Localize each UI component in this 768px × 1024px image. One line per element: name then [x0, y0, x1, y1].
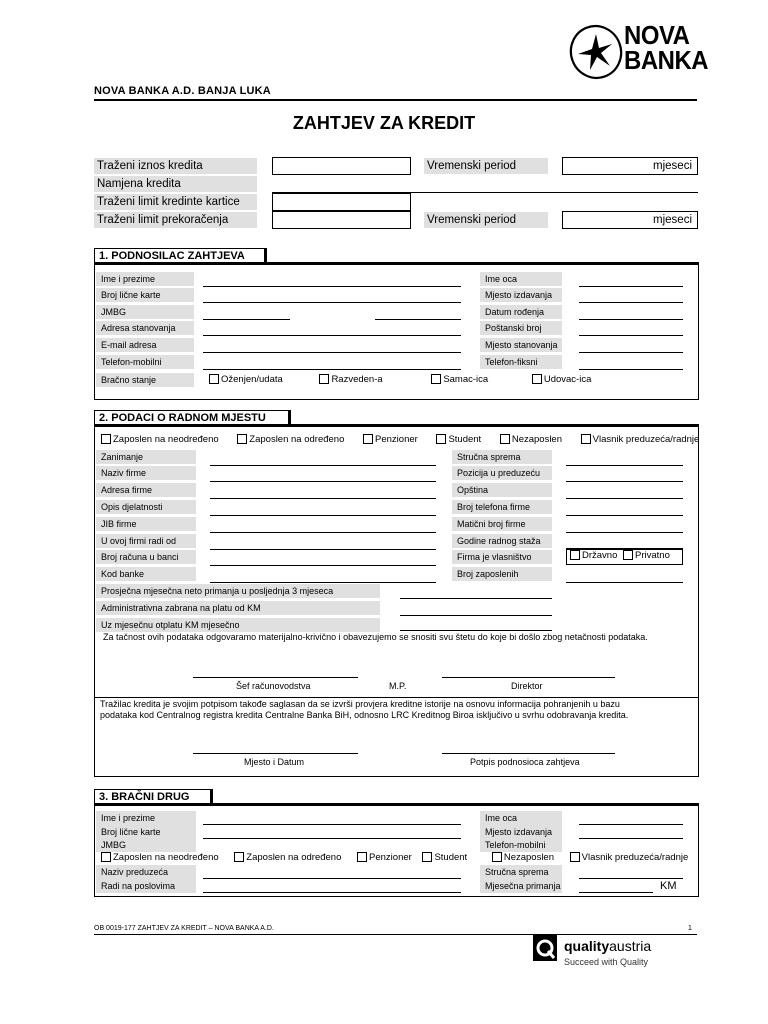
work-right-input-4[interactable] [566, 532, 683, 533]
spouse-input-0[interactable] [203, 824, 461, 825]
applicant-right-input-3[interactable] [579, 335, 683, 336]
work-right-label-2: Opština [452, 483, 552, 497]
applicant-label-6: Bračno stanje [96, 373, 194, 387]
spouse-label-0: Ime i prezime [96, 811, 196, 825]
org-name: NOVA BANKA A.D. BANJA LUKA [94, 85, 271, 97]
work-label-4: JIB firme [96, 517, 196, 531]
spouse-input-1[interactable] [203, 838, 461, 839]
applicant-right-label-2: Datum rođenja [480, 305, 562, 319]
applicant-right-input-5[interactable] [579, 369, 683, 370]
employment-retired[interactable]: Penzioner [363, 434, 418, 445]
currency-label: KM [660, 880, 677, 892]
marital-option-single[interactable]: Samac-ica [431, 374, 488, 385]
work-right-label-5: Godine radnog staža [452, 534, 552, 548]
applicant-right-label-3: Poštanski broj [480, 321, 562, 335]
income-label: Prosječna mjesečna neto primanja u posljednja 3 mjeseca [96, 584, 380, 598]
card-limit-label: Traženi limit kredinte kartice [94, 194, 257, 210]
employment-owner[interactable]: Vlasnik preduzeća/radnje [581, 434, 700, 445]
spouse-work-label-0: Naziv preduzeća [96, 865, 196, 879]
work-right-input-3[interactable] [566, 515, 683, 516]
work-right-input-1[interactable] [566, 481, 683, 482]
spouse-work-label-1: Radi na poslovima [96, 879, 196, 893]
income-input[interactable] [400, 598, 552, 599]
work-label-5: U ovoj firmi radi od [96, 534, 196, 548]
quality-brand: qualityaustria [564, 938, 652, 954]
spouse-right-label-0: Ime oca [480, 811, 562, 825]
director-label: Direktor [511, 681, 543, 691]
accountant-label: Šef računovodstva [236, 681, 311, 691]
work-input-1[interactable] [210, 481, 436, 482]
purpose-label: Namjena kredita [94, 176, 257, 192]
work-right-label-7: Broj zaposlenih [452, 567, 552, 581]
spouse-employment-options [101, 852, 693, 863]
applicant-label-2: JMBG [96, 305, 194, 319]
work-input-3[interactable] [210, 515, 436, 516]
quality-tagline: Succeed with Quality [564, 957, 649, 967]
applicant-right-label-1: Mjesto izdavanja [480, 288, 562, 302]
quality-q-icon [533, 935, 559, 967]
consent-divider [95, 697, 698, 698]
work-label-3: Opis djelatnosti [96, 500, 196, 514]
work-right-input-7[interactable] [566, 582, 683, 583]
work-right-input-0[interactable] [566, 465, 683, 466]
applicant-input-5[interactable] [203, 369, 461, 370]
spouse-work-right-label-0: Stručna sprema [480, 865, 562, 879]
spouse-label-2: JMBG [96, 838, 196, 852]
spouse-right-input-1[interactable] [579, 838, 683, 839]
marital-option-widowed[interactable]: Udovac-ica [532, 374, 592, 385]
spouse-label-1: Broj lične karte [96, 825, 196, 839]
star-logo-icon [566, 20, 626, 82]
period-input-1[interactable]: mjeseci [562, 157, 698, 175]
director-signature-line[interactable] [442, 677, 615, 678]
repayment-label: Uz mjesečnu otplatu KM mjesečno [96, 618, 380, 632]
work-right-label-4: Matični broj firme [452, 517, 552, 531]
spouse-work-right-input-0[interactable] [579, 878, 683, 879]
card-limit-input[interactable] [272, 193, 411, 211]
applicant-input-1[interactable] [203, 302, 461, 303]
work-right-label-0: Stručna sprema [452, 450, 552, 464]
accountant-signature-line[interactable] [193, 677, 358, 678]
applicant-right-input-0[interactable] [579, 286, 683, 287]
page-title: ZAHTJEV ZA KREDIT [292, 113, 476, 133]
applicant-input-3[interactable] [203, 335, 461, 336]
period-label-2: Vremenski period [424, 212, 548, 228]
consent-line-1: Tražilac kredita je svojim potpisom takođe saglasan da se izvrši provjera kreditne istorije na osnovu informacija pohranjenih u bazu [100, 699, 620, 709]
work-input-7[interactable] [210, 582, 436, 583]
work-label-0: Zanimanje [96, 450, 196, 464]
repayment-input[interactable] [400, 630, 552, 631]
applicant-signature-line[interactable] [442, 753, 615, 754]
brand-name: NOVA BANKA [624, 20, 709, 75]
spouse-right-label-2: Telefon-mobilni [480, 838, 562, 852]
work-label-1: Naziv firme [96, 466, 196, 480]
work-right-label-3: Broj telefona firme [452, 500, 552, 514]
spouse-work-input-1[interactable] [203, 892, 461, 893]
applicant-jmbg-input-2[interactable] [375, 319, 461, 320]
employment-unemployed[interactable]: Nezaposlen [500, 434, 562, 445]
amount-label: Traženi iznos kredita [94, 158, 257, 174]
applicant-right-input-2[interactable] [579, 319, 683, 320]
applicant-label-5: Telefon-mobilni [96, 355, 194, 369]
garnishment-label: Administrativna zabrana na platu od KM [96, 601, 380, 615]
work-input-6[interactable] [210, 565, 436, 566]
page-number: 1 [688, 925, 692, 932]
amount-input[interactable] [272, 157, 411, 175]
ownership-state[interactable]: Državno [570, 550, 617, 561]
spouse-employment-student[interactable]: Student [422, 852, 467, 863]
spouse-employment-owner[interactable]: Vlasnik preduzeća/radnje [570, 852, 689, 863]
work-input-2[interactable] [210, 498, 436, 499]
garnishment-input[interactable] [400, 615, 552, 616]
spouse-employment-retired[interactable]: Penzioner [357, 852, 412, 863]
ownership-box [566, 548, 683, 565]
period-label-1: Vremenski period [424, 158, 548, 174]
applicant-label-4: E-mail adresa [96, 338, 194, 352]
period-input-2[interactable]: mjeseci [562, 211, 698, 229]
marital-option-married[interactable]: Oženjen/udata [209, 374, 283, 385]
liability-statement: Za tačnost ovih podataka odgovaramo materijalno-krivično i obavezujemo se snositi svu štetu do koje bi došlo zbog netačnosti podataka. [103, 632, 648, 642]
applicant-label-1: Broj lične karte [96, 288, 194, 302]
applicant-input-2[interactable] [203, 319, 290, 320]
employment-options [101, 434, 704, 445]
section2-header: 2. PODACI O RADNOM MJESTU [94, 410, 291, 425]
applicant-signature-label: Potpis podnosioca zahtjeva [470, 757, 580, 767]
consent-line-2: podataka kod Centralnog registra kredita Centralne Banka BiH, odnosno LRC Kreditnog Biroa isključivo u svrhu odobravanja kredita. [100, 710, 629, 720]
section1-header: 1. PODNOSILAC ZAHTJEVA [94, 248, 267, 263]
work-input-0[interactable] [210, 465, 436, 466]
marital-option-divorced[interactable]: Razveden-a [319, 374, 382, 385]
work-right-label-1: Pozicija u preduzeću [452, 466, 552, 480]
applicant-right-label-0: Ime oca [480, 272, 562, 286]
work-label-2: Adresa firme [96, 483, 196, 497]
marital-status-options [209, 374, 596, 385]
applicant-input-0[interactable] [203, 286, 461, 287]
quality-austria-logo [533, 935, 703, 971]
work-label-7: Kod banke [96, 567, 196, 581]
spouse-employment-permanent[interactable]: Zaposlen na neodređeno [101, 852, 219, 863]
footer-code: OB 0019-177 ZAHTJEV ZA KREDIT – NOVA BANKA A.D. [94, 925, 274, 932]
section3-header: 3. BRAČNI DRUG [94, 789, 213, 804]
ownership-private[interactable]: Privatno [623, 550, 670, 561]
overdraft-limit-input[interactable] [272, 211, 411, 229]
place-date-label: Mjesto i Datum [244, 757, 305, 767]
spouse-employment-unemployed[interactable]: Nezaposlen [492, 852, 554, 863]
employment-student[interactable]: Student [436, 434, 481, 445]
applicant-right-label-5: Telefon-fiksni [480, 355, 562, 369]
nova-banka-logo [566, 20, 709, 82]
spouse-employment-fixed-term[interactable]: Zaposlen na određeno [234, 852, 341, 863]
spouse-right-input-0[interactable] [579, 824, 683, 825]
spouse-work-input-0[interactable] [203, 878, 461, 879]
applicant-label-3: Adresa stanovanja [96, 321, 194, 335]
work-label-6: Broj računa u banci [96, 550, 196, 564]
applicant-input-4[interactable] [203, 352, 461, 353]
applicant-right-label-4: Mjesto stanovanja [480, 338, 562, 352]
applicant-label-0: Ime i prezime [96, 272, 194, 286]
employment-fixed-term[interactable]: Zaposlen na određeno [237, 434, 344, 445]
stamp-label: M.P. [389, 681, 407, 691]
spouse-work-right-input-1[interactable] [579, 892, 653, 893]
work-right-input-2[interactable] [566, 498, 683, 499]
place-date-line[interactable] [193, 753, 358, 754]
work-input-5[interactable] [210, 549, 436, 550]
employment-permanent[interactable]: Zaposlen na neodređeno [101, 434, 219, 445]
spouse-work-right-label-1: Mjesečna primanja [480, 879, 562, 893]
work-right-label-6: Firma je vlasništvo [452, 550, 552, 564]
applicant-right-input-4[interactable] [579, 352, 683, 353]
header-divider [94, 99, 697, 101]
work-input-4[interactable] [210, 532, 436, 533]
spouse-right-label-1: Mjesto izdavanja [480, 825, 562, 839]
overdraft-limit-label: Traženi limit prekoračenja [94, 212, 257, 228]
applicant-right-input-1[interactable] [579, 302, 683, 303]
